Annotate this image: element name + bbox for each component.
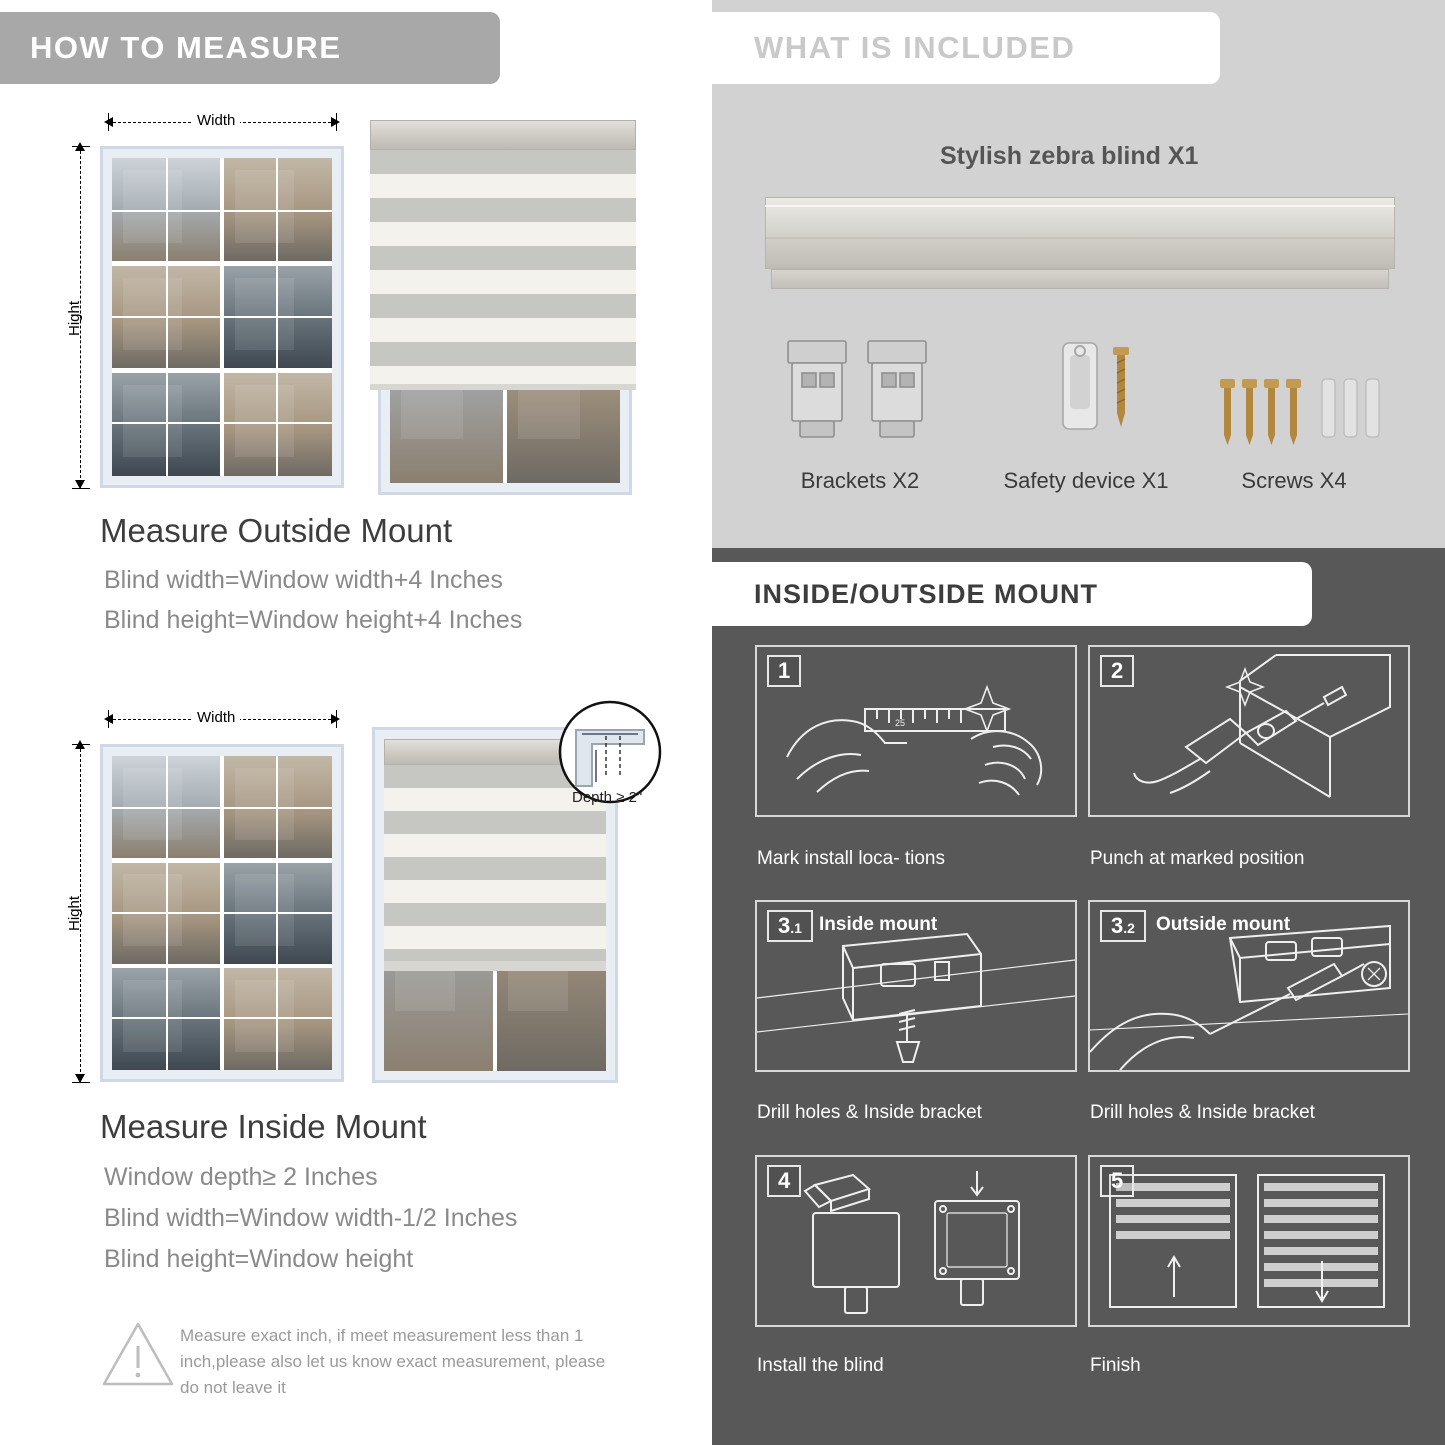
- outside-height-tick-bottom: [72, 488, 90, 489]
- drill-icon: [1090, 647, 1408, 815]
- inside-mount-line-3: Blind height=Window height: [104, 1245, 414, 1273]
- step-number-1: [767, 655, 801, 687]
- step-num-sub: .1: [790, 920, 802, 936]
- step-caption-5: Finish: [1090, 1355, 1141, 1376]
- screw-icon: [1113, 347, 1129, 427]
- step-caption-4: Install the blind: [757, 1355, 884, 1376]
- inside-outside-mount-title: INSIDE/OUTSIDE MOUNT: [754, 578, 1099, 609]
- step-num-text: 3: [1111, 913, 1124, 938]
- step-num-sub: .2: [1123, 920, 1135, 936]
- warning-icon: [100, 1318, 176, 1390]
- finished-blind-icon: [1090, 1157, 1408, 1325]
- step-caption-3-1: Drill holes & Inside bracket: [757, 1102, 982, 1123]
- inside-width-tick-left: [108, 710, 109, 728]
- step-num-text: 3: [778, 913, 791, 938]
- step-number-2: [1100, 655, 1134, 687]
- step-caption-1: Mark install loca- tions: [757, 848, 945, 869]
- included-part-label-screws: Screws X4: [1241, 468, 1347, 493]
- step-inline-label-inside-mount: Inside mount: [819, 914, 938, 935]
- safety-device-icon: [1055, 335, 1175, 445]
- install-blind-icon: [757, 1157, 1075, 1325]
- inside-window-mullions: [112, 756, 332, 1070]
- step-card-5: [1088, 1155, 1410, 1327]
- how-to-measure-column: [0, 0, 712, 1445]
- measure-note: Measure exact inch, if meet measurement less than 1 inch,please also let us know exact measurement, please do not leave it: [180, 1326, 606, 1397]
- zebra-fabric: [370, 150, 636, 390]
- outside-height-tick-top: [72, 146, 90, 147]
- hand-ruler-icon: [757, 647, 1075, 815]
- inside-height-tick-bottom: [72, 1082, 90, 1083]
- inside-outside-mount-banner: [712, 562, 1312, 626]
- outside-width-tick-right: [336, 113, 337, 131]
- outside-mount-line-2: Blind height=Window height+4 Inches: [104, 606, 523, 634]
- step-card-2: [1088, 645, 1410, 817]
- outside-height-label: Hight: [66, 300, 84, 337]
- what-is-included-title: WHAT IS INCLUDED: [754, 30, 1076, 65]
- step-number-5: [1100, 1165, 1134, 1197]
- how-to-measure-banner: [0, 12, 500, 84]
- included-main-item-label: Stylish zebra blind X1: [940, 142, 1199, 170]
- step-number-3-1: [767, 910, 813, 942]
- inside-mount-line-2: Blind width=Window width-1/2 Inches: [104, 1204, 518, 1232]
- step-num-text: 4: [778, 1168, 791, 1193]
- inside-width-tick-right: [336, 710, 337, 728]
- step-card-4: [755, 1155, 1077, 1327]
- included-part-label-safety: Safety device X1: [1003, 468, 1169, 493]
- outside-window-mullions: [112, 158, 332, 476]
- bracket-icon: [782, 335, 942, 445]
- step-card-1: [755, 645, 1077, 817]
- inside-height-label: Hight: [66, 895, 84, 932]
- outside-width-label: Width: [192, 112, 240, 129]
- inside-mount-line-1: Window depth≥ 2 Inches: [104, 1163, 378, 1191]
- outside-mount-line-1: Blind width=Window width+4 Inches: [104, 566, 503, 594]
- outside-width-tick-left: [108, 113, 109, 131]
- step-number-3-2: [1100, 910, 1146, 942]
- outside-mount-blind-window: [370, 120, 632, 495]
- depth-label: Depth ≥ 2": [572, 789, 643, 806]
- inside-height-tick-top: [72, 744, 90, 745]
- zebra-blind-outside: [370, 120, 636, 390]
- svg-text:25: 25: [895, 718, 906, 728]
- screw-icon: [1218, 335, 1388, 445]
- step-num-text: 1: [778, 658, 791, 683]
- what-is-included-banner: [712, 12, 1220, 84]
- inside-width-label: Width: [192, 709, 240, 726]
- inside-mount-heading: Measure Inside Mount: [100, 1108, 427, 1145]
- step-num-text: 5: [1111, 1168, 1124, 1193]
- step-caption-3-2: Drill holes & Inside bracket: [1090, 1102, 1315, 1123]
- outside-mount-heading: Measure Outside Mount: [100, 512, 453, 549]
- step-inline-label-outside-mount: Outside mount: [1156, 914, 1291, 935]
- step-number-4: [767, 1165, 801, 1197]
- included-part-label-brackets: Brackets X2: [800, 468, 920, 493]
- step-card-3-2: [1088, 900, 1410, 1072]
- blind-headrail: [370, 120, 636, 150]
- step-card-3-1: [755, 900, 1077, 1072]
- step-caption-2: Punch at marked position: [1090, 848, 1305, 869]
- step-num-text: 2: [1111, 658, 1124, 683]
- zebra-blind-product-icon: [765, 197, 1395, 295]
- how-to-measure-title: HOW TO MEASURE: [30, 30, 342, 65]
